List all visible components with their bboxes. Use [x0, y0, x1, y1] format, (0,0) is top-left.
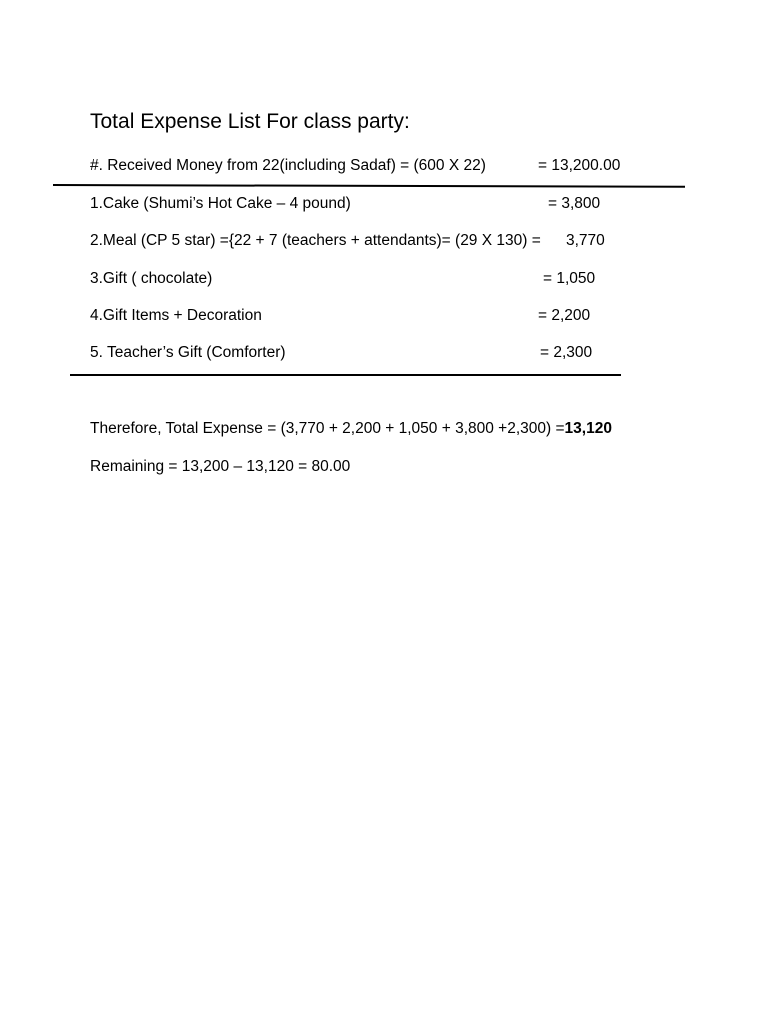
expense-value-cake: = 3,800: [548, 195, 601, 212]
received-money-value: = 13,200.00: [538, 157, 621, 174]
remaining-row: Remaining = 13,200 – 13,120 = 80.00: [90, 458, 351, 475]
expense-label-gift-items: 4.Gift Items + Decoration: [90, 307, 262, 324]
expense-label-gift-chocolate: 3.Gift ( chocolate): [90, 270, 213, 287]
bottom-divider: [70, 374, 621, 376]
expense-value-teacher-gift: = 2,300: [540, 344, 593, 361]
expense-value-gift-chocolate: = 1,050: [543, 270, 596, 287]
expense-label-teacher-gift: 5. Teacher’s Gift (Comforter): [90, 344, 286, 361]
total-expense-row: [90, 420, 612, 438]
total-expense-label: Therefore, Total Expense = (3,770 + 2,200 + 1,050 + 3,800 +2,300) =: [90, 420, 565, 437]
expense-value-gift-items: = 2,200: [538, 307, 591, 324]
expense-value-meal: 3,770: [566, 232, 605, 249]
expense-label-cake: 1.Cake (Shumi’s Hot Cake – 4 pound): [90, 195, 351, 212]
received-money-label: #. Received Money from 22(including Sadaf) = (600 X 22): [90, 157, 486, 174]
document-title: Total Expense List For class party:: [90, 110, 410, 133]
total-expense-value: 13,120: [564, 420, 612, 437]
expense-label-meal: 2.Meal (CP 5 star) ={22 + 7 (teachers + attendants)= (29 X 130) =: [90, 232, 541, 249]
top-divider: [53, 184, 685, 188]
